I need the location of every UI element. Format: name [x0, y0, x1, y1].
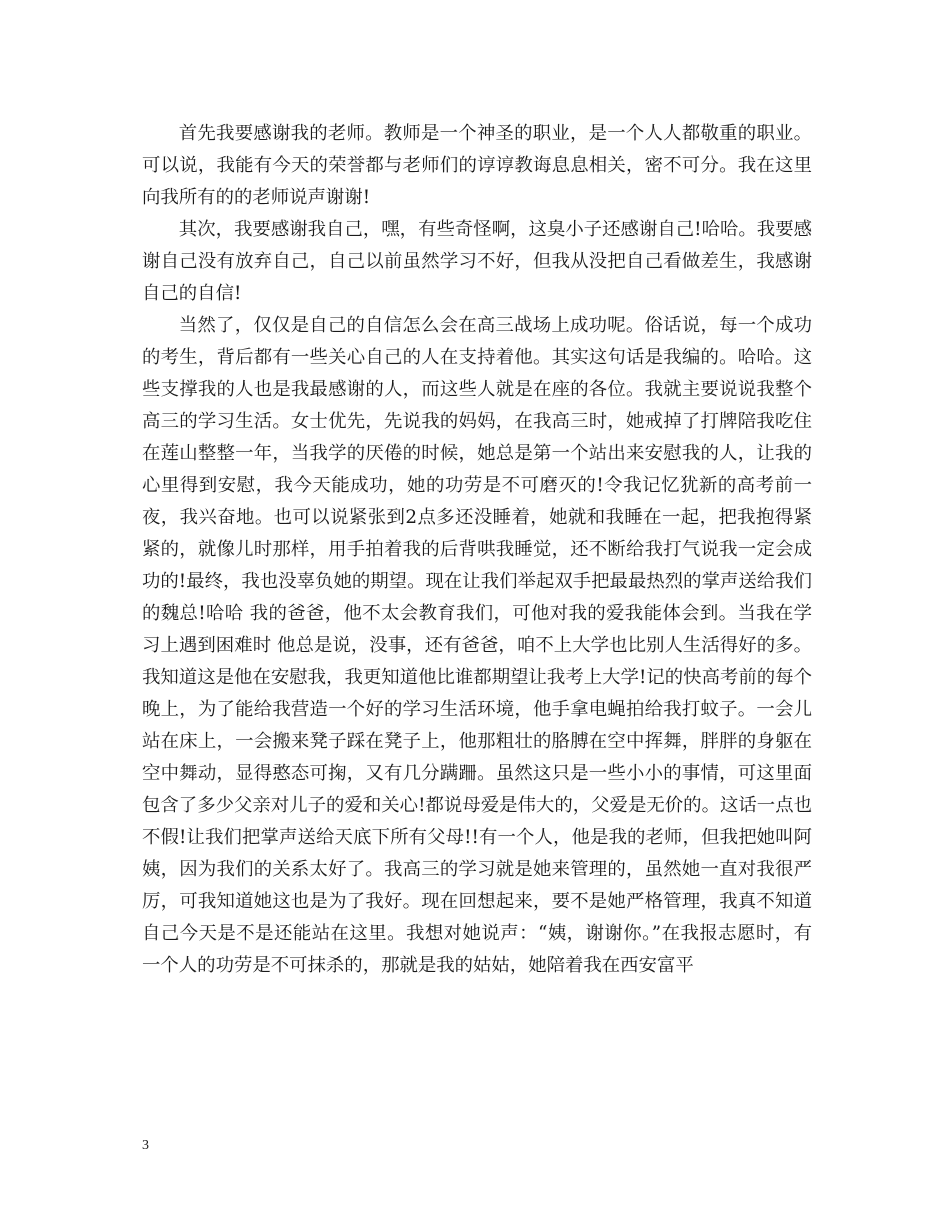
paragraph-3: 当然了，仅仅是自己的自信怎么会在高三战场上成功呢。俗话说，每一个成功的考生，背后都有一些关心自己的人在支持着他。其实这句话是我编的。哈哈。这些支撑我的人也是我最感谢的人，而这些人就是在座的各位。我就主要说说我整个高三的学习生活。女士优先，先说我的妈妈，在我高三时，她戒掉了打牌陪我吃住在莲山整整一年，当我学的厌倦的时候，她总是第一个站出来安慰我的人，让我的心里得到安慰，我今天能成功，她的功劳是不可磨灭的!令我记忆犹新的高考前一夜，我兴奋地。也可以说紧张到2点多还没睡着，她就和我睡在一起，把我抱得紧紧的，就像儿时那样，用手拍着我的后背哄我睡觉，还不断给我打气说我一定会成功的!最终，我也没辜负她的期望。现在让我们举起双手把最最热烈的掌声送给我们的魏总!哈哈 我的爸爸，他不太会教育我们，可他对我的爱我能体会到。当我在学习上遇到困难时 他总是说，没事，还有爸爸，咱不上大学也比别人生活得好的多。我知道这是他在安慰我，我更知道他比谁都期望让我考上大学!记的快高考前的每个晚上，为了能给我营造一个好的学习生活环境，他手拿电蝇拍给我打蚊子。一会儿站在床上，一会搬来凳子踩在凳子上，他那粗壮的胳膊在空中挥舞，胖胖的身躯在空中舞动，显得憨态可掬，又有几分蹒跚。虽然这只是一些小小的事情，可这里面包含了多少父亲对儿子的爱和关心!都说母爱是伟大的，父爱是无价的。这话一点也不假!让我们把掌声送给天底下所有父母!!有一个人，他是我的老师，但我把她叫阿姨，因为我们的关系太好了。我高三的学习就是她来管理的，虽然她一直对我很严厉，可我知道她这也是为了我好。现在回想起来，要不是她严格管理，我真不知道自己今天是不是还能站在这里。我想对她说声：“姨，谢谢你。”在我报志愿时，有一个人的功劳是不可抹杀的，那就是我的姑姑，她陪着我在西安富平: [142, 315, 812, 976]
paragraph-1: 首先我要感谢我的老师。教师是一个神圣的职业，是一个人人都敬重的职业。可以说，我能有今天的荣誉都与老师们的谆谆教诲息息相关，密不可分。我在这里向我所有的的老师说声谢谢!: [142, 123, 812, 208]
paragraph-2: 其次，我要感谢我自己，嘿，有些奇怪啊，这臭小子还感谢自己!哈哈。我要感谢自己没有放弃自己，自己以前虽然学习不好，但我从没把自己看做差生，我感谢自己的自信!: [142, 219, 812, 304]
body-text: [142, 118, 812, 982]
page-number: 3: [142, 1138, 149, 1153]
